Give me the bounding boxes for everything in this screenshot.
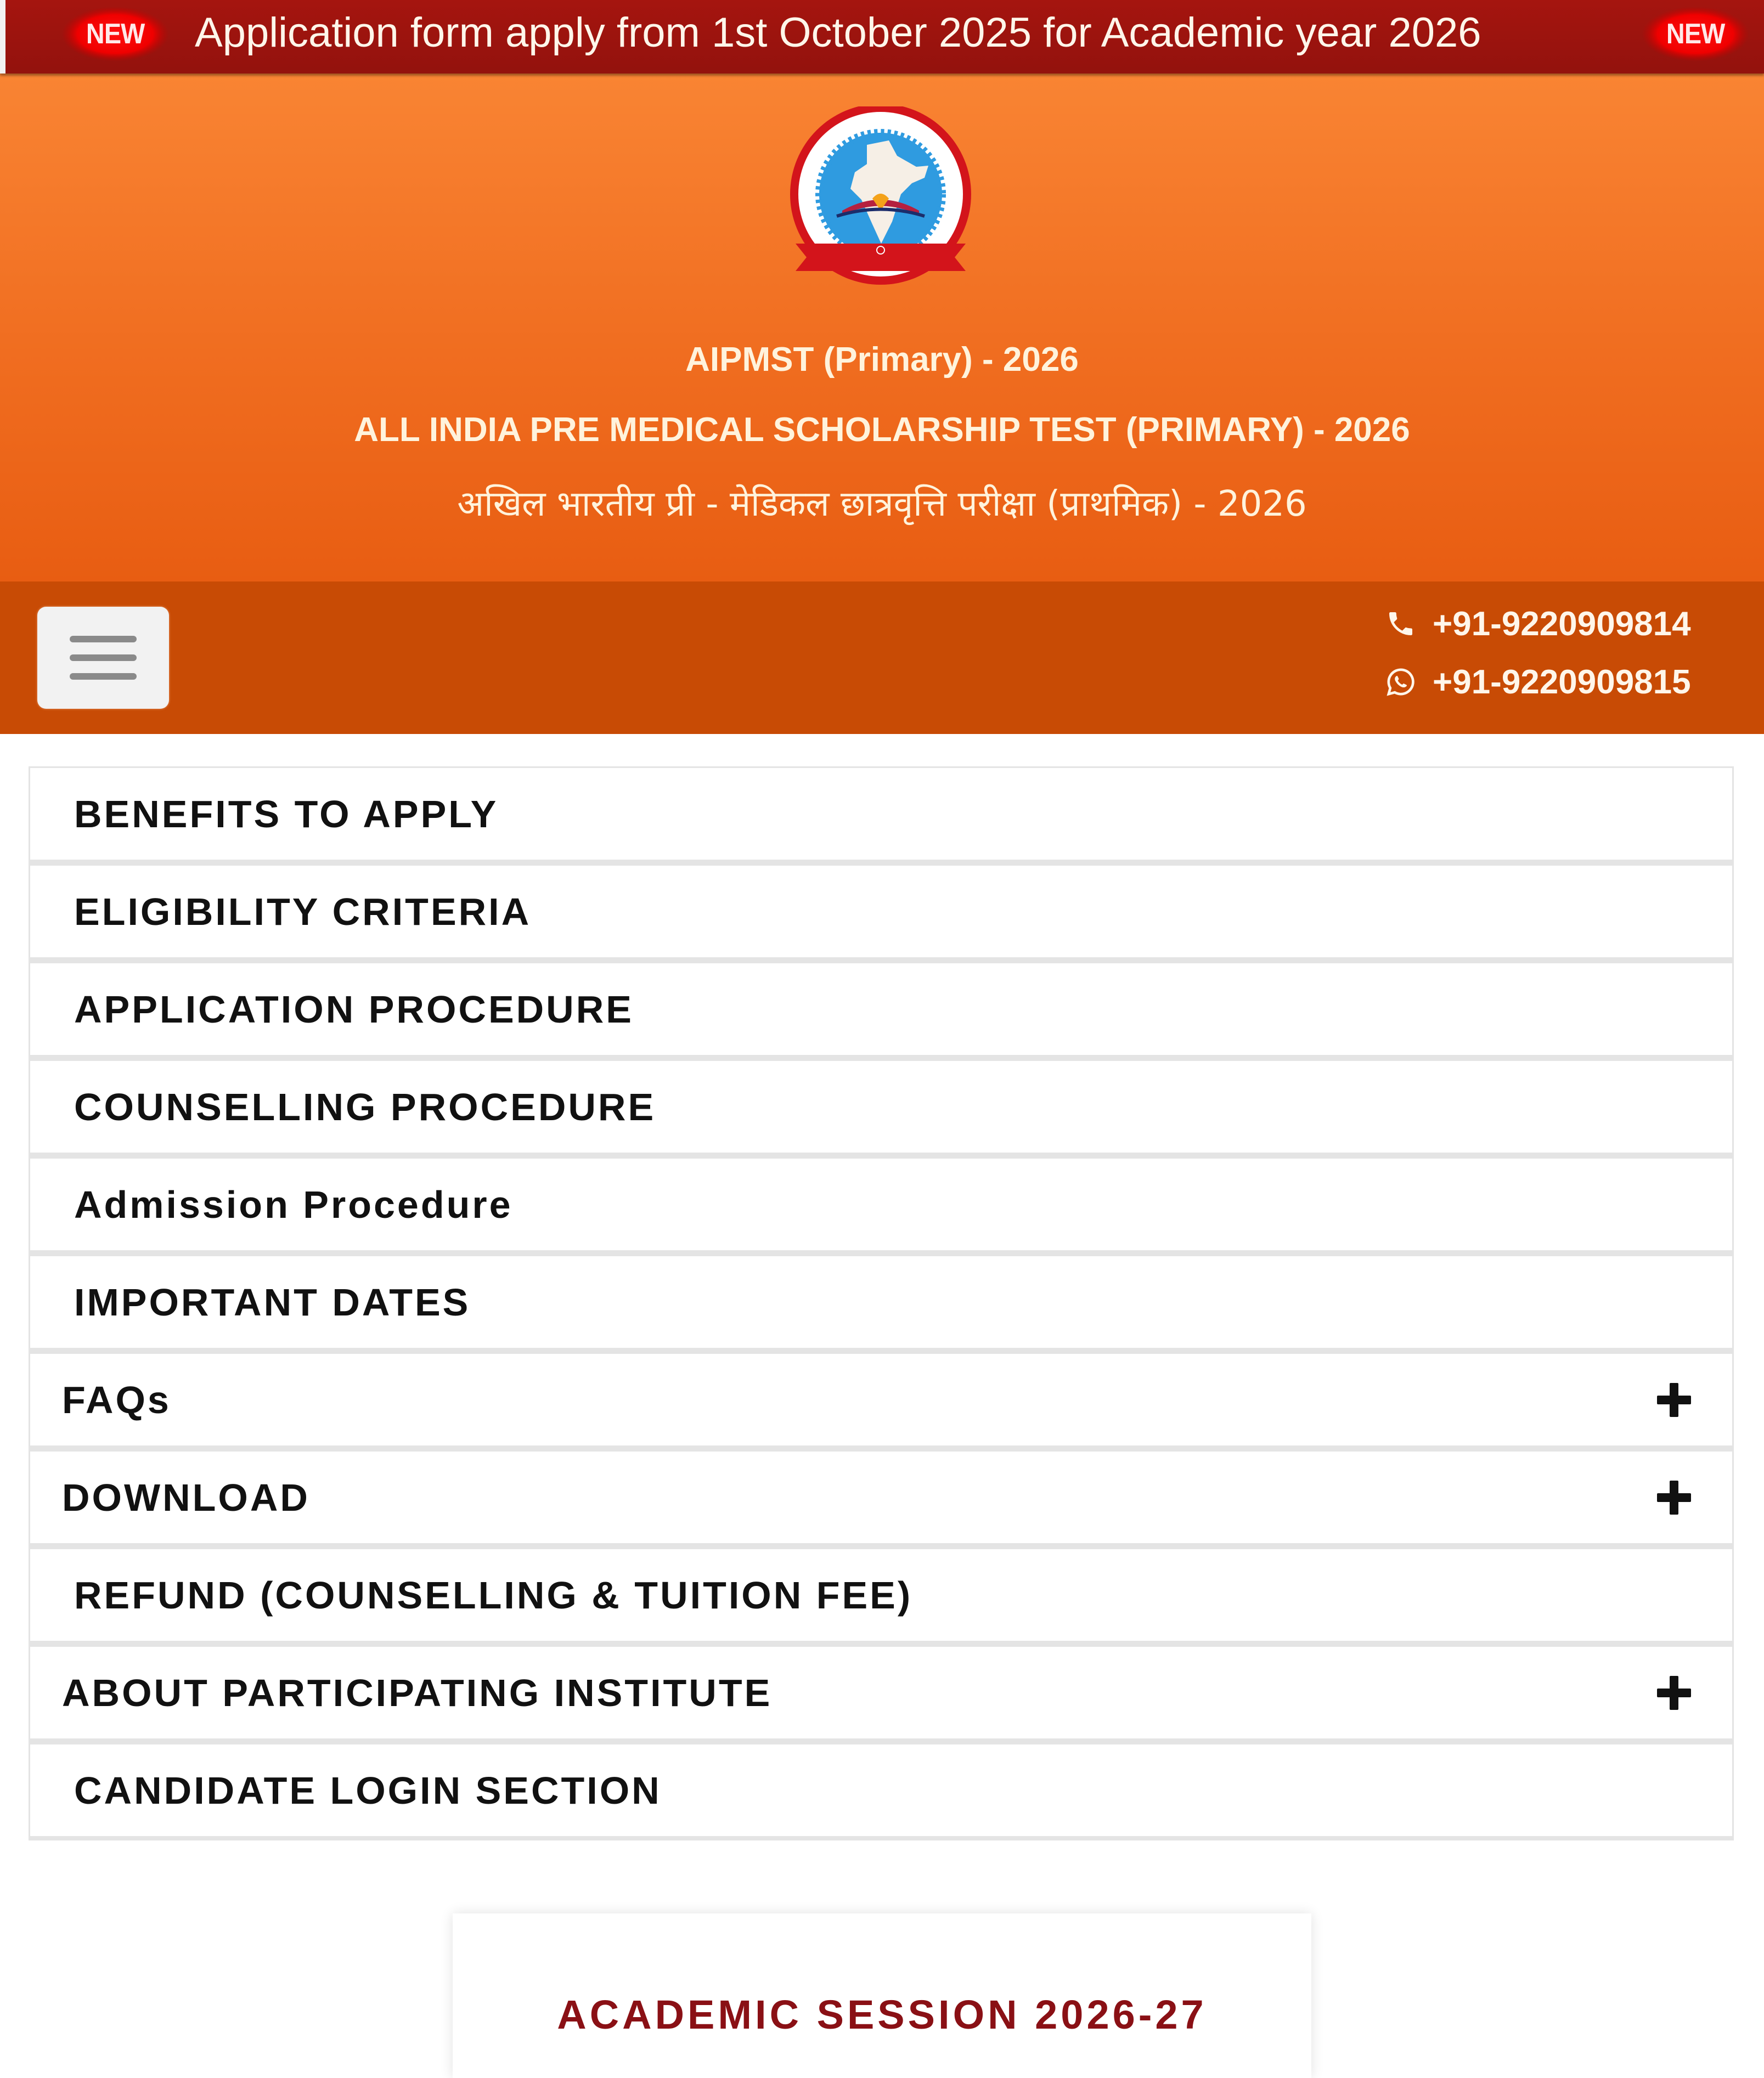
aipmst-logo[interactable] <box>785 106 977 287</box>
menu-toggle-button[interactable] <box>37 607 169 709</box>
menu-item-label: ELIGIBILITY CRITERIA <box>74 890 532 933</box>
menu-item-label: REFUND (COUNSELLING & TUITION FEE) <box>74 1573 913 1617</box>
menu-item-label: APPLICATION PROCEDURE <box>74 987 634 1031</box>
menu-item-label: BENEFITS TO APPLY <box>74 792 499 835</box>
new-badge-right <box>1641 7 1750 61</box>
menu-item-application-procedure[interactable] <box>29 962 1734 1059</box>
menu-item-label: COUNSELLING PROCEDURE <box>74 1085 656 1128</box>
main-menu <box>29 766 1734 1840</box>
menu-item-benefits-to-apply[interactable] <box>29 766 1734 864</box>
whatsapp-icon <box>1385 667 1416 697</box>
menu-item-refund[interactable] <box>29 1548 1734 1645</box>
new-badge-label: NEW <box>1666 18 1725 50</box>
site-header <box>0 74 1764 581</box>
whatsapp-number: +91-9220909815 <box>1433 663 1691 701</box>
menu-item-eligibility-criteria[interactable] <box>29 864 1734 962</box>
phone-number: +91-9220909814 <box>1433 605 1691 643</box>
full-title: ALL INDIA PRE MEDICAL SCHOLARSHIP TEST (PRIMARY) - 2026 <box>354 411 1410 449</box>
menu-item-admission-procedure[interactable] <box>29 1157 1734 1255</box>
plus-icon[interactable] <box>1657 1383 1691 1417</box>
short-title: AIPMST (Primary) - 2026 <box>685 341 1079 379</box>
plus-icon[interactable] <box>1657 1676 1691 1710</box>
menu-item-counselling-procedure[interactable] <box>29 1059 1734 1157</box>
academic-session-card <box>453 1913 1311 2078</box>
plus-icon[interactable] <box>1657 1481 1691 1515</box>
ticker-message[interactable]: Application form apply from 1st October 2025 for Academic year 2026 <box>195 9 1481 56</box>
phone-link[interactable] <box>1385 602 1691 646</box>
menu-item-important-dates[interactable] <box>29 1255 1734 1352</box>
menu-item-label: IMPORTANT DATES <box>74 1280 471 1324</box>
whatsapp-link[interactable] <box>1385 660 1691 704</box>
card-title: ACADEMIC SESSION 2026-27 <box>557 1992 1207 2037</box>
new-badge-label: NEW <box>86 18 145 50</box>
new-badge-left <box>60 7 170 61</box>
announcement-ticker[interactable] <box>0 0 1764 74</box>
menu-item-label: FAQs <box>62 1378 171 1421</box>
menu-item-faqs[interactable] <box>29 1352 1734 1450</box>
menu-item-about-participating-institute[interactable] <box>29 1645 1734 1743</box>
hamburger-icon <box>70 654 137 661</box>
hindi-title: अखिल भारतीय प्री - मेडिकल छात्रवृत्ति परीक्षा (प्राथमिक) - 2026 <box>457 484 1307 524</box>
phone-icon <box>1385 608 1416 639</box>
menu-item-label: Admission Procedure <box>74 1183 513 1226</box>
menu-item-candidate-login-section[interactable] <box>29 1743 1734 1840</box>
hamburger-icon <box>70 636 137 642</box>
menu-item-label: DOWNLOAD <box>62 1476 310 1519</box>
hamburger-icon <box>70 673 137 680</box>
menu-item-label: CANDIDATE LOGIN SECTION <box>74 1769 662 1812</box>
menu-item-download[interactable] <box>29 1450 1734 1548</box>
menu-item-label: ABOUT PARTICIPATING INSTITUTE <box>62 1671 773 1714</box>
